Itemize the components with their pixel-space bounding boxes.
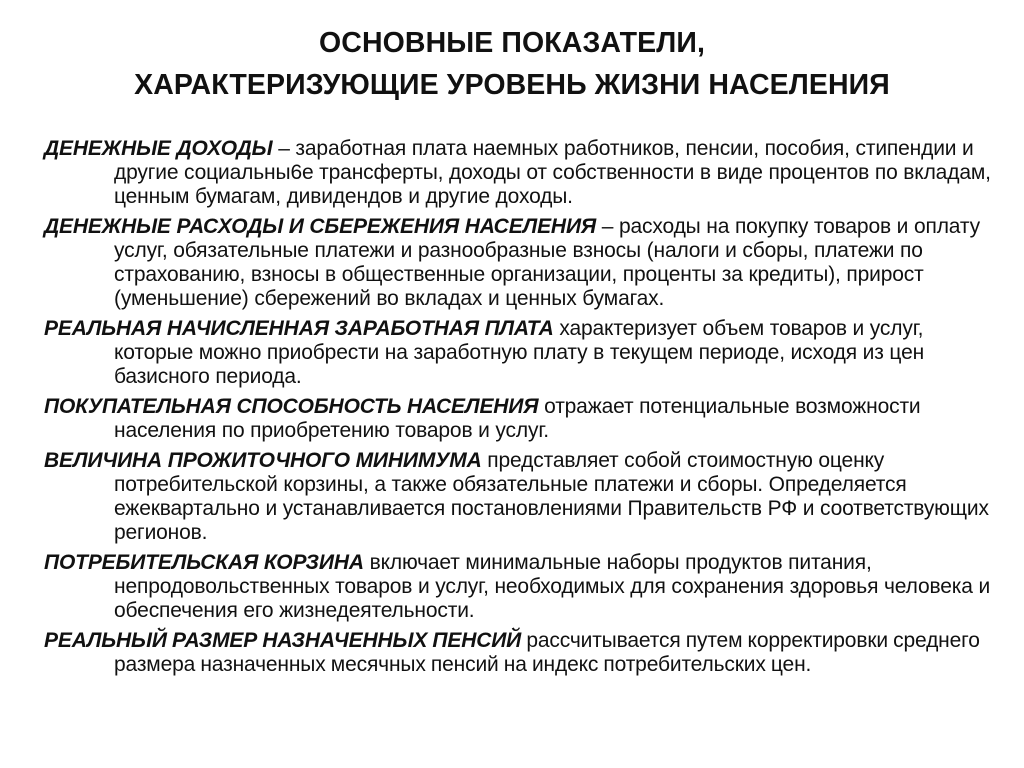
indicator-consumer-basket bbox=[44, 551, 994, 623]
indicator-description: отражает потенциальные возможности населения по приобретению товаров и услуг. bbox=[114, 395, 921, 442]
indicator-real-pension bbox=[44, 629, 994, 677]
indicator-term: ВЕЛИЧИНА ПРОЖИТОЧНОГО МИНИМУМА bbox=[44, 449, 482, 472]
indicator-list bbox=[44, 137, 994, 683]
indicator-term: ПОТРЕБИТЕЛЬСКАЯ КОРЗИНА bbox=[44, 551, 364, 574]
indicator-real-wage bbox=[44, 317, 994, 389]
indicator-term: ДЕНЕЖНЫЕ РАСХОДЫ И СБЕРЕЖЕНИЯ НАСЕЛЕНИЯ bbox=[44, 215, 597, 238]
indicator-term: ПОКУПАТЕЛЬНАЯ СПОСОБНОСТЬ НАСЕЛЕНИЯ bbox=[44, 395, 539, 418]
indicator-money-income bbox=[44, 137, 994, 209]
indicator-description: – расходы на покупку товаров и оплату услуг, обязательные платежи и разнообразные взносы (налоги и сборы, платежи по страхованию, взносы в общественные организации, проценты за кредиты), прирост (уменьшение) сбережений во вкладах и ценных бумагах. bbox=[114, 215, 980, 310]
page-title bbox=[0, 22, 1024, 106]
indicator-term: РЕАЛЬНЫЙ РАЗМЕР НАЗНАЧЕННЫХ ПЕНСИЙ bbox=[44, 629, 522, 652]
indicator-term: РЕАЛЬНАЯ НАЧИСЛЕННАЯ ЗАРАБОТНАЯ ПЛАТА bbox=[44, 317, 554, 340]
indicator-description: – заработная плата наемных работников, пенсии, пособия, стипендии и другие социальны6е трансферты, доходы от собственности в виде процентов по вкладам, ценным бумагам, дивидендов и другие доходы. bbox=[114, 137, 991, 208]
indicator-expenses-savings bbox=[44, 215, 994, 311]
indicator-description: включает минимальные наборы продуктов питания, непродовольственных товаров и услуг, необходимых для сохранения здоровья человека и обеспечения его жизнедеятельности. bbox=[114, 551, 991, 622]
indicator-term: ДЕНЕЖНЫЕ ДОХОДЫ bbox=[44, 137, 273, 160]
indicator-description: представляет собой стоимостную оценку потребительской корзины, а также обязательные платежи и сборы. Определяется ежеквартально и устанавливается постановлениями Правительств РФ и соответствующих регионов. bbox=[114, 449, 989, 544]
indicator-subsistence-minimum bbox=[44, 449, 994, 545]
indicator-purchasing-power bbox=[44, 395, 994, 443]
indicator-description: характеризует объем товаров и услуг, которые можно приобрести на заработную плату в текущем периоде, исходя из цен базисного периода. bbox=[114, 317, 925, 388]
page-title-line-2: ХАРАКТЕРИЗУЮЩИЕ УРОВЕНЬ ЖИЗНИ НАСЕЛЕНИЯ bbox=[134, 69, 890, 101]
page-title-line-1: ОСНОВНЫЕ ПОКАЗАТЕЛИ, bbox=[319, 27, 705, 59]
indicator-description: рассчитывается путем корректировки среднего размера назначенных месячных пенсий на индекс потребительских цен. bbox=[114, 629, 980, 676]
